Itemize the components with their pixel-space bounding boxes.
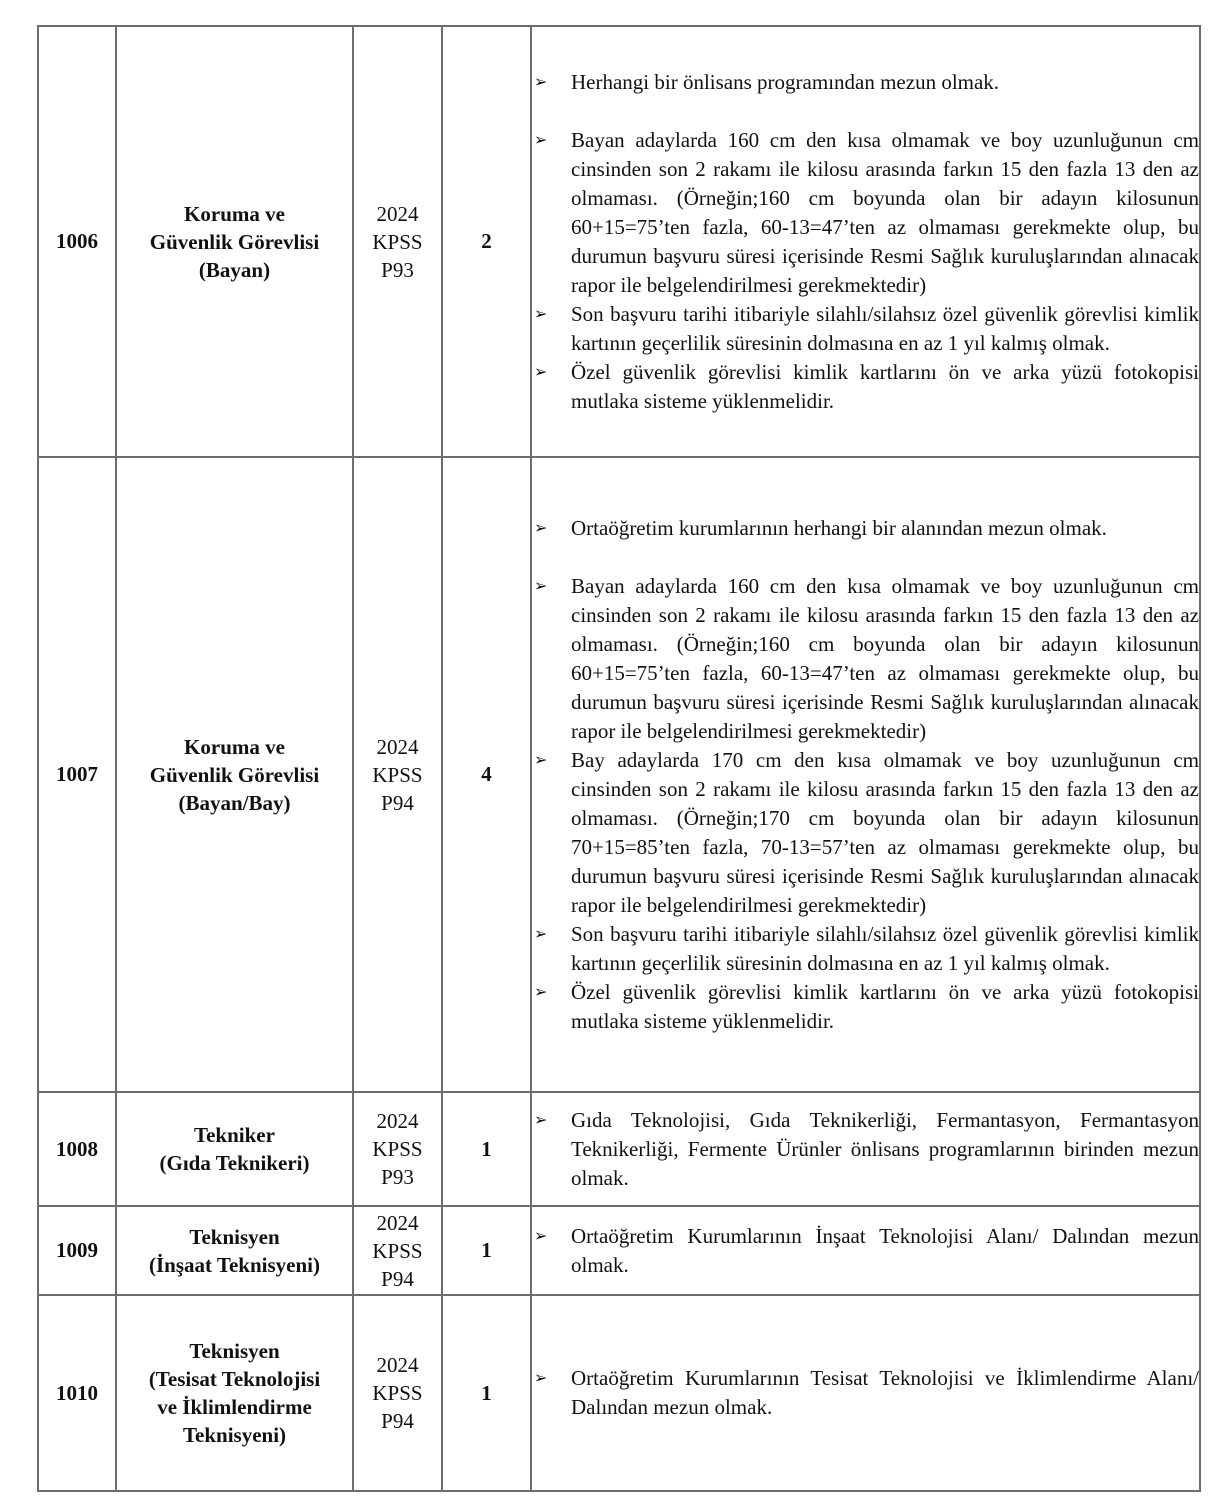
list-item: ➢ Bayan adaylarda 160 cm den kısa olmamak ve boy uzunluğunun cm cinsinden son 2 rakamı ile kilosu arasında farkın 15 den fazla 13 den az olmaması. (Örneğin;160 cm boyunda olan bir adayın kilosunun 60+15=75’ten fazla, 60-13=47’ten az olmaması gerekmekte olup, bu durumun başvuru süresi içerisinde Resmi Sağlık kuruluşlarından alınacak rapor ile belgelendirilmesi gerekmektedir)	[532, 126, 1199, 300]
position-code: 1006	[38, 26, 116, 457]
position-requirements-table	[37, 25, 1201, 1492]
kpss-score-type: 2024 KPSS P93	[353, 26, 442, 457]
table-row	[38, 1295, 1200, 1491]
arrow-bullet-icon: ➢	[534, 983, 548, 1001]
arrow-bullet-icon: ➢	[534, 1111, 548, 1129]
list-item: ➢ Bay adaylarda 170 cm den kısa olmamak ve boy uzunluğunun cm cinsinden son 2 rakamı ile kilosu arasında farkın 15 den fazla 13 den az olmaması. (Örneğin;170 cm boyunda olan bir adayın kilosunun 70+15=85’ten fazla, 70-13=57’ten az olmaması gerekmekte olup, bu durumun başvuru süresi içerisinde Resmi Sağlık kuruluşlarından alınacak rapor ile belgelendirilmesi gerekmektedir)	[532, 746, 1199, 920]
position-title: Tekniker (Gıda Teknikeri)	[116, 1092, 353, 1206]
position-count: 2	[442, 26, 531, 457]
arrow-bullet-icon: ➢	[534, 363, 548, 381]
table-row	[38, 1206, 1200, 1295]
position-code: 1008	[38, 1092, 116, 1206]
requirements-cell	[531, 1092, 1200, 1206]
kpss-score-type: 2024 KPSS P94	[353, 457, 442, 1092]
requirements-cell	[531, 457, 1200, 1092]
position-title: Koruma ve Güvenlik Görevlisi (Bayan)	[116, 26, 353, 457]
list-item: ➢ Özel güvenlik görevlisi kimlik kartlarını ön ve arka yüzü fotokopisi mutlaka sisteme yüklenmelidir.	[532, 358, 1199, 416]
position-code: 1007	[38, 457, 116, 1092]
arrow-bullet-icon: ➢	[534, 577, 548, 595]
kpss-score-type: 2024 KPSS P93	[353, 1092, 442, 1206]
arrow-bullet-icon: ➢	[534, 925, 548, 943]
requirements-cell	[531, 1295, 1200, 1491]
position-count: 4	[442, 457, 531, 1092]
position-count: 1	[442, 1092, 531, 1206]
list-item: ➢ Herhangi bir önlisans programından mezun olmak.	[532, 68, 1199, 97]
arrow-bullet-icon: ➢	[534, 1227, 548, 1245]
arrow-bullet-icon: ➢	[534, 305, 548, 323]
requirements-cell	[531, 1206, 1200, 1295]
position-count: 1	[442, 1295, 531, 1491]
table-row	[38, 457, 1200, 1092]
arrow-bullet-icon: ➢	[534, 131, 548, 149]
requirements-cell	[531, 26, 1200, 457]
list-item: ➢ Ortaöğretim Kurumlarının İnşaat Teknolojisi Alanı/ Dalından mezun olmak.	[532, 1222, 1199, 1280]
list-item: ➢ Son başvuru tarihi itibariyle silahlı/silahsız özel güvenlik görevlisi kimlik kartının geçerlilik süresinin dolmasına en az 1 yıl kalmış olmak.	[532, 300, 1199, 358]
position-code: 1009	[38, 1206, 116, 1295]
position-title: Teknisyen (İnşaat Teknisyeni)	[116, 1206, 353, 1295]
list-item: ➢ Bayan adaylarda 160 cm den kısa olmamak ve boy uzunluğunun cm cinsinden son 2 rakamı ile kilosu arasında farkın 15 den fazla 13 den az olmaması. (Örneğin;160 cm boyunda olan bir adayın kilosunun 60+15=75’ten fazla, 60-13=47’ten az olmaması gerekmekte olup, bu durumun başvuru süresi içerisinde Resmi Sağlık kuruluşlarından alınacak rapor ile belgelendirilmesi gerekmektedir)	[532, 572, 1199, 746]
position-title: Koruma ve Güvenlik Görevlisi (Bayan/Bay)	[116, 457, 353, 1092]
arrow-bullet-icon: ➢	[534, 73, 548, 91]
list-item: ➢ Ortaöğretim kurumlarının herhangi bir alanından mezun olmak.	[532, 514, 1199, 543]
kpss-score-type: 2024 KPSS P94	[353, 1295, 442, 1491]
position-count: 1	[442, 1206, 531, 1295]
list-item: ➢ Ortaöğretim Kurumlarının Tesisat Teknolojisi ve İklimlendirme Alanı/ Dalından mezun olmak.	[532, 1364, 1199, 1422]
arrow-bullet-icon: ➢	[534, 519, 548, 537]
position-code: 1010	[38, 1295, 116, 1491]
list-item: ➢ Son başvuru tarihi itibariyle silahlı/silahsız özel güvenlik görevlisi kimlik kartının geçerlilik süresinin dolmasına en az 1 yıl kalmış olmak.	[532, 920, 1199, 978]
kpss-score-type: 2024 KPSS P94	[353, 1206, 442, 1295]
arrow-bullet-icon: ➢	[534, 1370, 548, 1387]
table-row	[38, 1092, 1200, 1206]
table-row	[38, 26, 1200, 457]
list-item: ➢ Özel güvenlik görevlisi kimlik kartlarını ön ve arka yüzü fotokopisi mutlaka sisteme yüklenmelidir.	[532, 978, 1199, 1036]
arrow-bullet-icon: ➢	[534, 751, 548, 769]
position-title: Teknisyen (Tesisat Teknolojisi ve İklimlendirme Teknisyeni)	[116, 1295, 353, 1491]
list-item: ➢ Gıda Teknolojisi, Gıda Teknikerliği, Fermantasyon, Fermantasyon Teknikerliği, Fermente Ürünler önlisans programlarının birinden mezun olmak.	[532, 1106, 1199, 1193]
